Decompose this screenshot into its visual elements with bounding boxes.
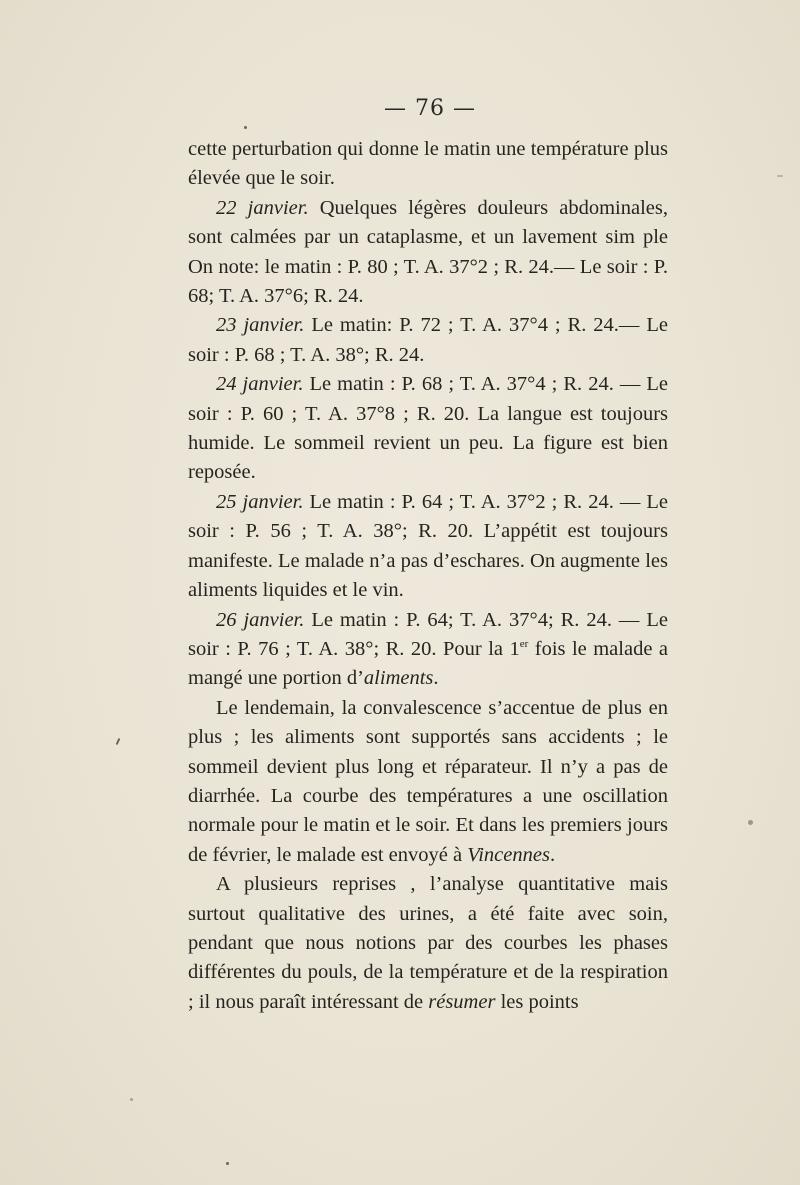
paragraph-analyse bbox=[188, 870, 668, 1017]
page-number: — 76 — bbox=[384, 96, 476, 121]
paragraph-text: Quelques légères douleurs abdominales, sont calmées par un cataplasme, et un lavement sim ple On note: le matin : P. 80 ; T. A. 37°2 ; R. 24.— Le soir : P. 68; T. A. 37°6; R. 24. bbox=[188, 196, 668, 308]
paragraph-26-janvier bbox=[188, 606, 668, 694]
date-label: 22 janvier. bbox=[216, 196, 309, 219]
paragraph-1 bbox=[188, 135, 668, 194]
paragraph-24-janvier bbox=[188, 370, 668, 488]
body-text bbox=[188, 135, 668, 1017]
paragraph-text: Le matin: P. 72 ; T. A. 37°4 ; R. 24.— Le soir : P. 68 ; T. A. 38°; R. 24. bbox=[188, 314, 668, 366]
paragraph-lendemain bbox=[188, 694, 668, 870]
paragraph-text: A plusieurs reprises , l’analyse quantitative mais surtout qualitative des urines, a été faite avec soin, pendant que nous notions par des courbes les phases différentes du pouls, de la température et de la respiration ; il nous paraît intéressant de bbox=[188, 873, 668, 1013]
paragraph-text: les points bbox=[495, 990, 579, 1013]
paragraph-text: . bbox=[549, 843, 556, 866]
paragraph-text: Le matin : P. 64; T. A. 37°4; R. 24. — Le soir : P. 76 ; T. A. 38°; R. 20. Pour la 1 bbox=[188, 608, 668, 660]
paragraph-22-janvier bbox=[188, 194, 668, 312]
italic-word: Vincennes bbox=[467, 843, 550, 866]
date-label: 26 janvier. bbox=[216, 608, 305, 631]
date-label: 23 janvier. bbox=[216, 314, 305, 337]
paragraph-25-janvier bbox=[188, 488, 668, 606]
date-label: 24 janvier. bbox=[216, 373, 304, 396]
date-label: 25 janvier. bbox=[216, 490, 304, 513]
italic-word: résumer bbox=[428, 990, 496, 1013]
paper-speck bbox=[130, 1098, 133, 1101]
paragraph-text: fois le malade a mangé une portion d’ bbox=[188, 637, 668, 690]
paragraph-23-janvier bbox=[188, 311, 668, 370]
paragraph-text: Le matin : P. 64 ; T. A. 37°2 ; R. 24. — Le soir : P. 56 ; T. A. 38°; R. 20. L’appétit est toujours manifeste. Le malade n’a pas d’eschares. On augmente les aliments liquides et le vin. bbox=[188, 490, 668, 602]
paper-speck bbox=[777, 175, 783, 177]
paragraph-text: Le matin : P. 68 ; T. A. 37°4 ; R. 24. — Le soir : P. 60 ; T. A. 37°8 ; R. 20. La langue est toujours humide. Le sommeil revient un peu. La figure est bien reposée. bbox=[188, 373, 668, 484]
paper-speck bbox=[226, 1162, 229, 1165]
paragraph-text: . bbox=[433, 667, 439, 690]
superscript: er bbox=[519, 637, 529, 650]
paper-speck bbox=[244, 126, 247, 129]
paragraph-text: cette perturbation qui donne le matin une température plus élevée que le soir. bbox=[188, 138, 668, 190]
paper-speck bbox=[116, 738, 121, 745]
paper-speck bbox=[748, 820, 753, 825]
paragraph-text: Le lendemain, la convalescence s’accentue de plus en plus ; les aliments sont supportés sans accidents ; le sommeil devient plus long et réparateur. Il n’y a pas de diarrhée. La courbe des températures a une oscillation normale pour le matin et le soir. Et dans les premiers jours de février, le malade est envoyé à bbox=[188, 696, 668, 866]
italic-word: aliments bbox=[363, 667, 434, 690]
